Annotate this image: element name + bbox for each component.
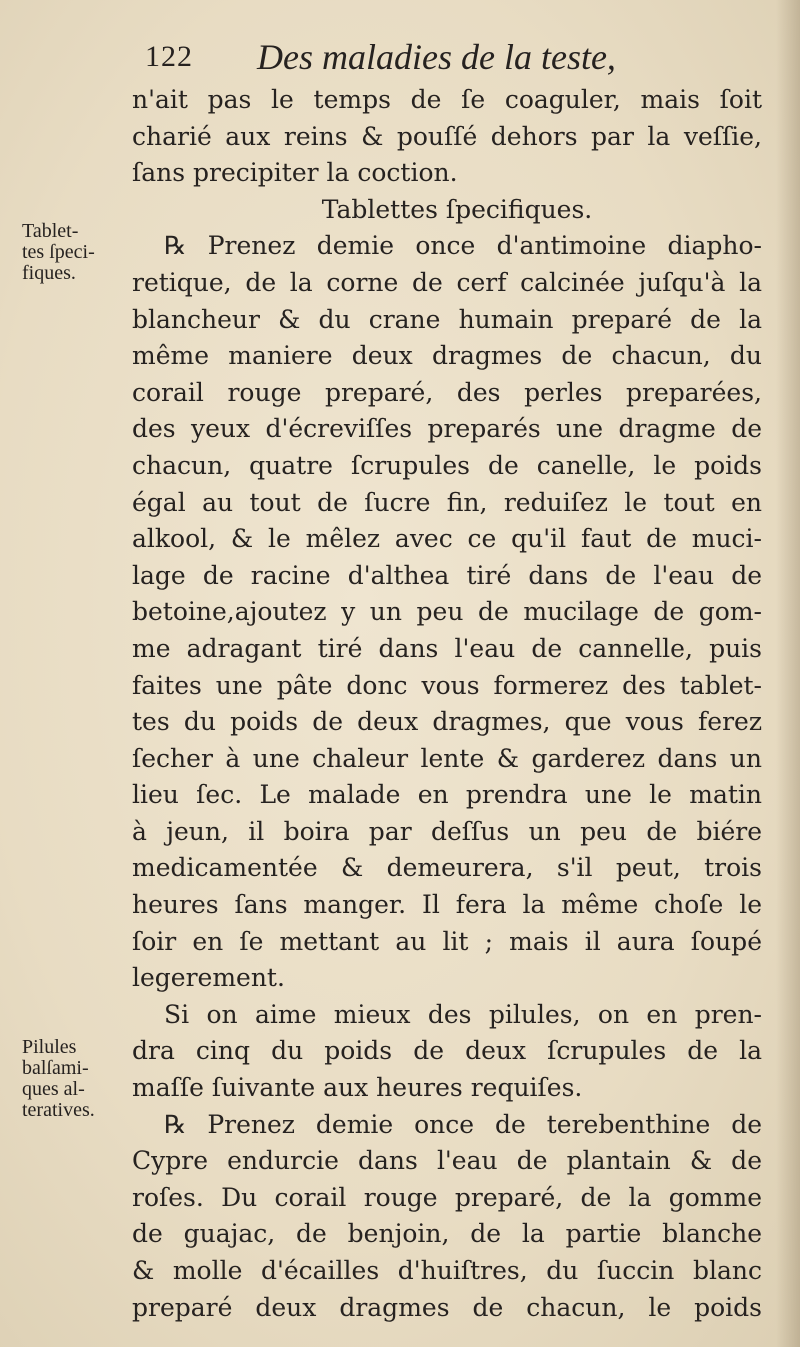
text-line: retique, de la corne de cerf calcinée juſqu'à la	[132, 267, 762, 297]
text-line: ſoir en ſe mettant au lit ; mais il aura ſoupé	[132, 926, 762, 956]
text-line: dra cinq du poids de deux ſcrupules de la	[132, 1036, 762, 1066]
text-line: Tablettes ſpecifiques.	[321, 194, 593, 224]
margin-note-pilules	[22, 1037, 122, 1121]
text-line: Si on aime mieux des pilules, on en pren-	[164, 999, 762, 1029]
text-line: alkool, & le mêlez avec ce qu'il faut de muci-	[132, 524, 762, 554]
text-line: ſans precipiter la coction.	[132, 158, 458, 188]
text-line: des yeux d'écreviſſes preparés une dragme de	[132, 414, 762, 444]
text-line: lage de racine d'althea tiré dans de l'eau de	[132, 560, 762, 590]
text-line: me adragant tiré dans l'eau de cannelle, puis	[132, 633, 762, 663]
text-line: chacun, quatre ſcrupules de canelle, le poids	[132, 450, 762, 480]
text-line: de guajac, de benjoin, de la partie blanche	[132, 1219, 762, 1249]
text-line: maſſe ſuivante aux heures requiſes.	[132, 1073, 583, 1103]
text-line: n'ait pas le temps de ſe coaguler, mais ſoit	[132, 85, 762, 114]
text-line: & molle d'écailles d'huiſtres, du ſuccin blanc	[132, 1256, 762, 1285]
text-line: Cypre endurcie dans l'eau de plantain & de	[132, 1146, 762, 1176]
text-line: charié aux reins & pouſſé dehors par la veſſie,	[132, 121, 762, 151]
body-text	[132, 82, 762, 1326]
margin-note-line: tes ſpeci-	[22, 241, 95, 263]
margin-note-line: ques al-	[22, 1078, 85, 1100]
text-line: lieu ſec. Le malade en prendra une le matin	[132, 780, 762, 810]
page-header	[145, 36, 665, 84]
text-line: corail rouge preparé, des perles preparées,	[132, 377, 762, 407]
margin-note-line: balſami-	[22, 1057, 89, 1079]
margin-note-line: fiques.	[22, 262, 76, 284]
margin-note-line: Tablet-	[22, 220, 79, 242]
text-line: ℞ Prenez demie once d'antimoine diapho-	[164, 231, 762, 261]
margin-note-line: teratives.	[22, 1099, 95, 1121]
text-line: faites une pâte donc vous formerez des tablet-	[132, 670, 762, 700]
text-line: à jeun, il boira par deſſus un peu de biére	[132, 816, 762, 846]
running-title: Des maladies de la teste,	[257, 37, 616, 77]
text-line: ſecher à une chaleur lente & garderez dans un	[132, 743, 762, 773]
text-line: même maniere deux dragmes de chacun, du	[132, 341, 762, 371]
text-line: tes du poids de deux dragmes, que vous ferez	[132, 707, 762, 737]
text-line: roſes. Du corail rouge preparé, de la gomme	[132, 1182, 762, 1212]
text-line: betoine,ajoutez y un peu de mucilage de gom-	[132, 597, 762, 627]
page-edge-shadow	[776, 0, 800, 1347]
page-number: 122	[145, 40, 193, 73]
text-line: heures ſans manger. Il fera la même choſe le	[132, 890, 762, 920]
text-line: legerement.	[132, 963, 285, 993]
text-line: égal au tout de ſucre fin, reduiſez le tout en	[132, 487, 762, 517]
text-line: ℞ Prenez demie once de terebenthine de	[164, 1109, 762, 1139]
text-line: blancheur & du crane humain preparé de la	[132, 304, 762, 334]
margin-note-tablettes	[22, 221, 122, 284]
text-line: medicamentée & demeurera, s'il peut, trois	[132, 853, 762, 883]
margin-note-line: Pilules	[22, 1036, 77, 1058]
text-line: preparé deux dragmes de chacun, le poids	[132, 1292, 762, 1322]
